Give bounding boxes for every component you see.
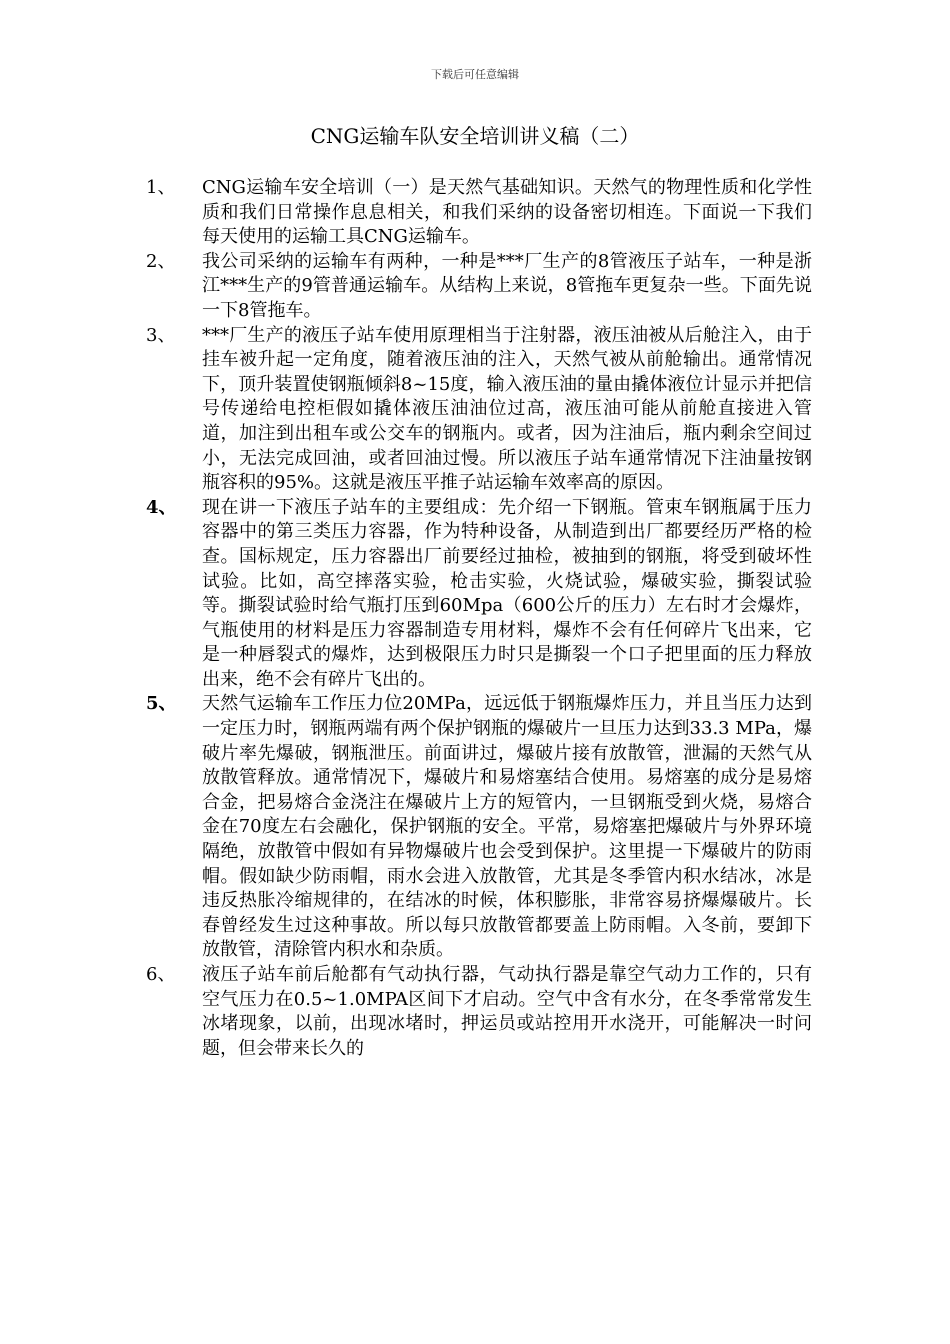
list-item-number: 6、 [146,964,176,985]
list-item-number: 2、 [146,250,176,272]
list-item-text: 现在讲一下液压子站车的主要组成：先介绍一下钢瓶。管束车钢瓶属于压力容器中的第三类压力容器，作为特种设备，从制造到出厂都要经历严格的检查。国标规定，压力容器出厂前要经过抽检，被抽到的钢瓶，将受到破坏性试验。比如，高空摔落实验，枪击实验，火烧试验，爆破实验，撕裂试验等。撕裂试验时给气瓶打压到60Mpa（600公斤的压力）左右时才会爆炸，气瓶使用的材料是压力容器制造专用材料，爆炸不会有任何碎片飞出来，它是一种唇裂式的爆炸，达到极限压力时只是撕裂一个口子把里面的压力释放出来，绝不会有碎片飞出的。 [202,496,812,690]
list-item [140,963,812,1061]
list-item [140,250,812,324]
list-item-text: 液压子站车前后舱都有气动执行器，气动执行器是靠空气动力工作的，只有空气压力在0.5~1.0MPA区间下才启动。空气中含有水分，在冬季常常发生冰堵现象，以前，出现冰堵时，押运员或站控用开水浇开，可能解决一时问题，但会带来长久的 [202,964,812,1059]
list-item-text: 天然气运输车工作压力位20MPa，远远低于钢瓶爆炸压力，并且当压力达到一定压力时，钢瓶两端有两个保护钢瓶的爆破片一旦压力达到33.3 MPa，爆破片率先爆破，钢瓶泄压。前面讲过，爆破片接有放散管，泄漏的天然气从放散管释放。通常情况下，爆破片和易熔塞结合使用。易熔塞的成分是易熔合金，把易熔合金浇注在爆破片上方的短管内，一旦钢瓶受到火烧，易熔合金在70度左右会融化，保护钢瓶的安全。平常，易熔塞把爆破片与外界环境隔绝，放散管中假如有异物爆破片也会受到保护。这里提一下爆破片的防雨帽。假如缺少防雨帽，雨水会进入放散管，尤其是冬季管内积水结冰，冰是违反热胀冷缩规律的，在结冰的时候，体积膨胀，非常容易挤爆爆破片。长春曾经发生过这种事故。所以每只放散管都要盖上防雨帽。入冬前，要卸下放散管，清除管内积水和杂质。 [202,693,812,961]
list-item-number: 4、 [146,496,177,518]
list-item [140,324,812,496]
list-item [140,176,812,250]
numbered-list [140,176,812,1061]
list-item-number: 1、 [146,177,176,198]
document-title: CNG运输车队安全培训讲义稿（二） [310,124,640,148]
list-item [140,496,812,693]
list-item-number: 3、 [146,324,176,346]
list-item-text: ***厂生产的液压子站车使用原理相当于注射器，液压油被从后舱注入，由于挂车被升起一定角度，随着液压油的注入，天然气被从前舱输出。通常情况下，顶升装置使钢瓶倾斜8~15度，输入液压油的量由撬体液位计显示并把信号传递给电控柜假如撬体液压油油位过高，液压油可能从前舱直接进入管道，加注到出租车或公交车的钢瓶内。或者，因为注油后，瓶内剩余空间过小，无法完成回油，或者回油过慢。所以液压子站车通常情况下注油量按钢瓶容积的95%。这就是液压平推子站运输车效率高的原因。 [202,324,812,494]
list-item-text: 我公司采纳的运输车有两种，一种是***厂生产的8管液压子站车，一种是浙江***生产的9管普通运输车。从结构上来说，8管拖车更复杂一些。下面先说一下8管拖车。 [202,250,812,321]
page-header-note: 下载后可任意编辑 [431,68,519,81]
list-item [140,692,812,963]
list-item-number: 5、 [146,693,177,715]
list-item-text: CNG运输车安全培训（一）是天然气基础知识。天然气的物理性质和化学性质和我们日常操作息息相关，和我们采纳的设备密切相连。下面说一下我们每天使用的运输工具CNG运输车。 [202,177,812,248]
